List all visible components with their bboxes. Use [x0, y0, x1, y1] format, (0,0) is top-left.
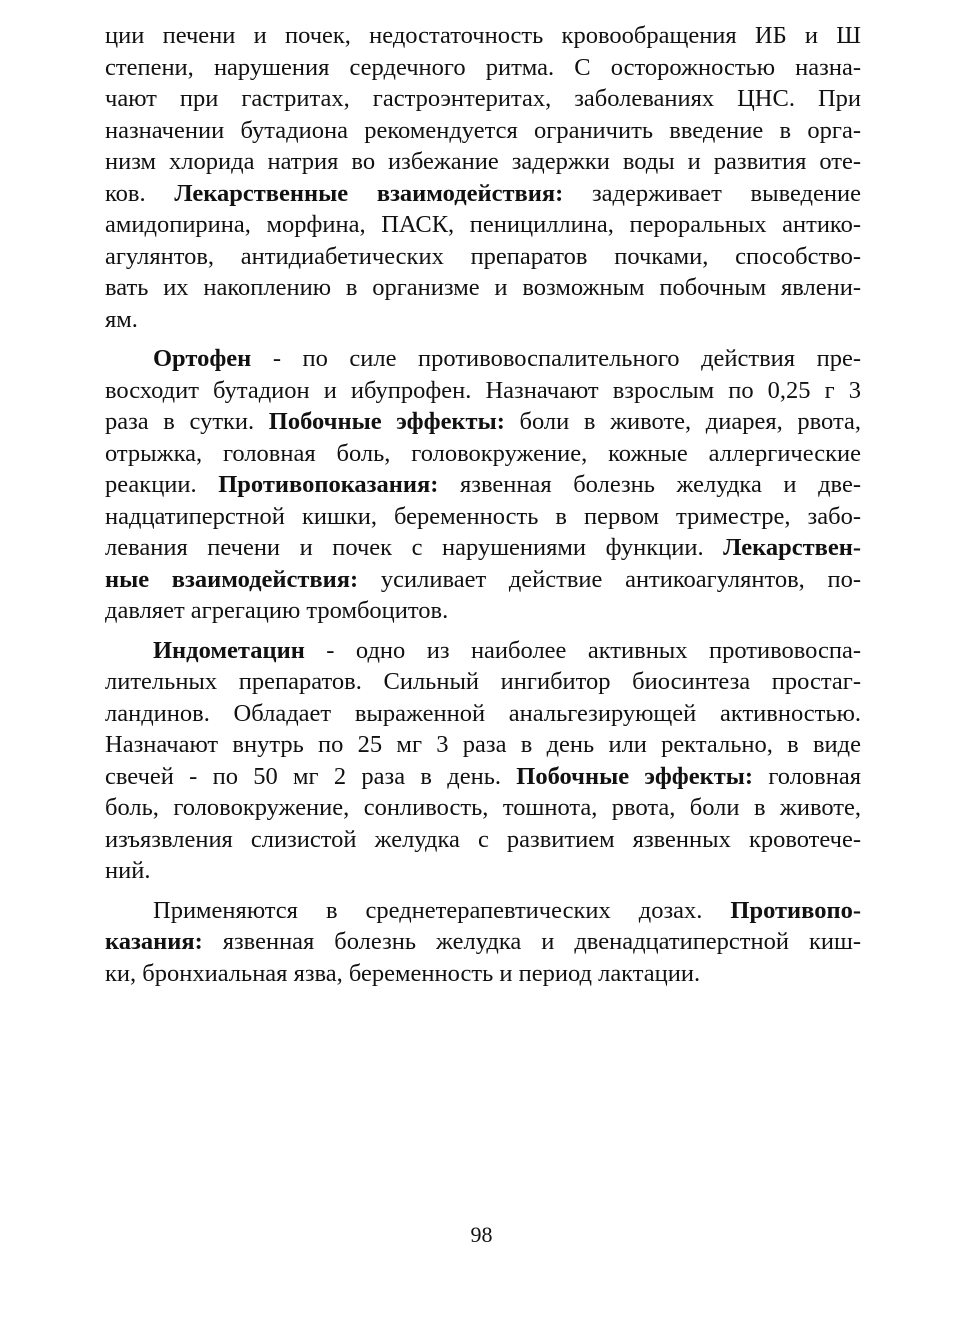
text-run: ландинов. Обладает выраженной анальгезирующей активностью.: [105, 699, 861, 727]
bold-term: Противопо-: [730, 896, 861, 924]
text-line: [105, 635, 861, 667]
text-run: ции печени и почек, недостаточность кровообращения ИБ и Ш: [105, 22, 861, 49]
bold-term: казания:: [105, 928, 203, 955]
paragraph: [105, 895, 861, 990]
text-run: раза в сутки.: [105, 408, 269, 435]
text-line: [105, 729, 861, 761]
text-line: [105, 343, 861, 375]
paragraph-gap: [105, 335, 861, 343]
text-line: [105, 209, 861, 241]
text-line: [105, 564, 861, 596]
text-run: низм хлорида натрия во избежание задержки воды и развития оте-: [105, 148, 861, 175]
bold-term: ные взаимодействия:: [105, 565, 359, 593]
paragraph-gap: [105, 627, 861, 635]
text-run: левания печени и почек с нарушениями функции.: [105, 534, 724, 561]
text-run: боли в животе, диарея, рвота,: [504, 408, 861, 435]
text-run: назначении бутадиона рекомендуется ограничить введение в орга-: [105, 116, 861, 144]
paragraph: [105, 635, 861, 887]
page-body: [105, 20, 861, 989]
text-run: язвенная болезнь желудка и две-: [438, 471, 861, 498]
text-run: отрыжка, головная боль, головокружение, кожные аллергические: [105, 439, 861, 467]
text-run: Применяются в среднетерапевтических дозах.: [153, 896, 731, 924]
text-line: [105, 532, 861, 564]
text-run: задерживает выведение: [563, 179, 861, 207]
text-run: язвенная болезнь желудка и двенадцатиперстной киш-: [202, 928, 861, 955]
text-run: давляет агрегацию тромбоцитов.: [105, 597, 449, 624]
bold-term: Побочные эффекты:: [516, 762, 754, 790]
text-line: [105, 115, 861, 147]
bold-term: Ортофен: [153, 345, 252, 372]
text-run: свечей - по 50 мг 2 раза в день.: [105, 762, 517, 790]
page-number: 98: [470, 1222, 493, 1247]
bold-term: Побочные эффекты:: [268, 408, 505, 435]
text-run: боль, головокружение, сонливость, тошнота, рвота, боли в животе,: [105, 794, 861, 821]
text-line: [105, 178, 861, 210]
text-line: [105, 438, 861, 470]
text-run: вать их накоплению в организме и возможным побочным явлени-: [105, 274, 861, 301]
text-run: ки, бронхиальная язва, беременность и период лактации.: [105, 959, 701, 987]
text-run: ков.: [105, 179, 175, 207]
paragraph-gap: [105, 887, 861, 895]
text-line: [105, 304, 861, 336]
text-run: изъязвления слизистой желудка с развитием язвенных кровотече-: [105, 825, 861, 853]
text-run: чают при гастритах, гастроэнтеритах, заболеваниях ЦНС. При: [105, 85, 861, 112]
text-line: [105, 792, 861, 824]
text-run: степени, нарушения сердечного ритма. С осторожностью назна-: [105, 53, 861, 81]
text-line: [105, 406, 861, 438]
text-line: [105, 595, 861, 627]
text-line: [105, 698, 861, 730]
text-line: [105, 895, 861, 927]
text-run: лительных препаратов. Сильный ингибитор биосинтеза простаг-: [105, 668, 861, 695]
text-line: [105, 958, 861, 990]
bold-term: Лекарственные взаимодействия:: [174, 179, 564, 207]
bold-term: Противопоказания:: [218, 471, 439, 498]
text-run: агулянтов, антидиабетических препаратов почками, способство-: [105, 242, 861, 270]
text-run: восходит бутадион и ибупрофен. Назначают взрослым по 0,25 г 3: [105, 376, 861, 404]
paragraph: [105, 20, 861, 335]
text-line: [105, 52, 861, 84]
text-line: [105, 83, 861, 115]
text-line: [105, 761, 861, 793]
text-run: головная: [753, 762, 862, 790]
text-run: Назначают внутрь по 25 мг 3 раза в день или ректально, в виде: [105, 731, 861, 758]
text-line: [105, 20, 861, 52]
bold-term: Индометацин: [153, 636, 305, 664]
text-run: - по силе противовоспалительного действия пре-: [251, 345, 861, 372]
text-line: [105, 926, 861, 958]
text-run: ний.: [105, 857, 151, 884]
text-run: ям.: [105, 305, 138, 333]
text-run: - одно из наиболее активных противовоспа-: [304, 636, 861, 664]
bold-term: Лекарствен-: [723, 534, 861, 561]
text-run: реакции.: [105, 471, 219, 498]
text-run: амидопирина, морфина, ПАСК, пенициллина, пероральных антико-: [105, 211, 861, 238]
text-line: [105, 666, 861, 698]
text-line: [105, 469, 861, 501]
text-line: [105, 855, 861, 887]
text-run: надцатиперстной кишки, беременность в первом триместре, забо-: [105, 502, 861, 530]
text-run: усиливает действие антикоагулянтов, по-: [358, 565, 861, 593]
text-line: [105, 375, 861, 407]
text-line: [105, 272, 861, 304]
text-line: [105, 241, 861, 273]
text-line: [105, 501, 861, 533]
text-line: [105, 146, 861, 178]
text-line: [105, 824, 861, 856]
paragraph: [105, 343, 861, 627]
